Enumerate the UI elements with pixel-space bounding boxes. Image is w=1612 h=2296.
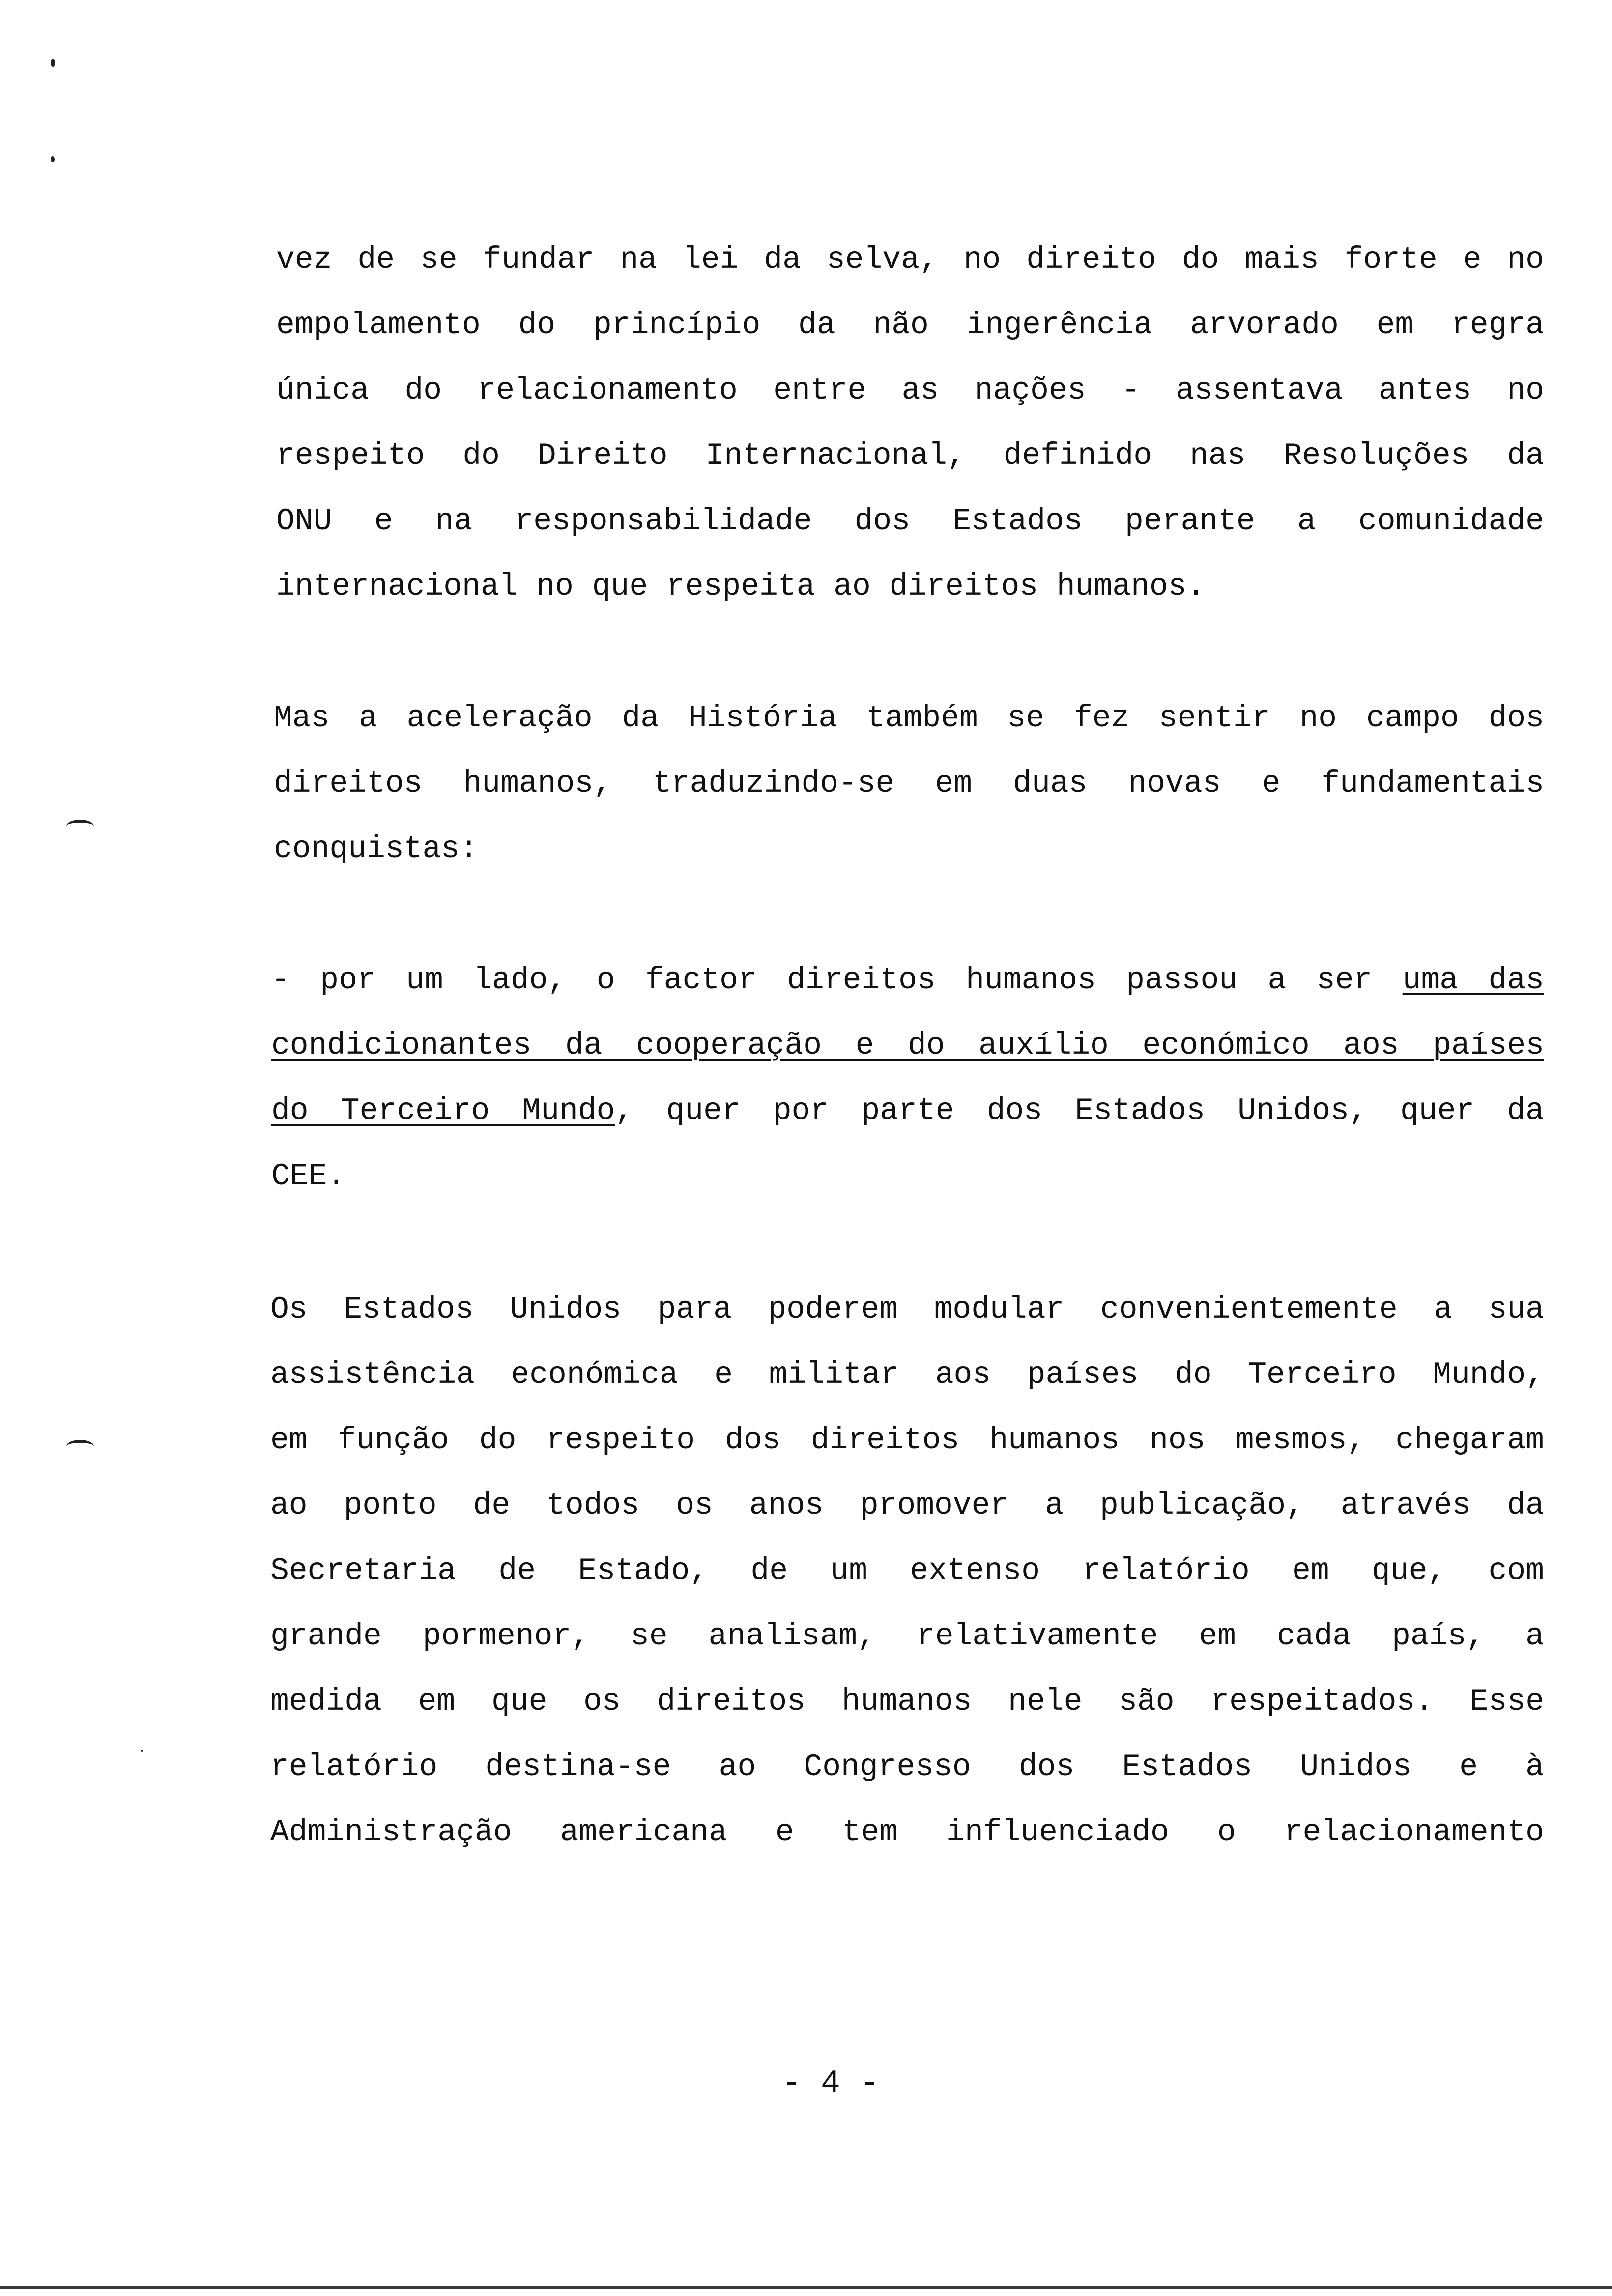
text-line: única do relacionamento entre as nações - assentava antes no — [276, 373, 1544, 408]
scan-speck — [51, 156, 55, 162]
text-line: ONU e na responsabilidade dos Estados perante a comunidade — [276, 504, 1544, 539]
paragraph-3 — [271, 947, 1544, 1209]
text-line: ao ponto de todos os anos promover a publicação, através da — [270, 1488, 1544, 1523]
text-run: CEE. — [271, 1159, 346, 1194]
text-line — [271, 1078, 1544, 1144]
scan-speck — [141, 1750, 143, 1752]
text-run: , quer por parte dos Estados Unidos, quer da — [615, 1093, 1544, 1128]
text-line: assistência económica e militar aos países do Terceiro Mundo, — [270, 1357, 1544, 1392]
text-line: internacional no que respeita ao direitos humanos. — [276, 569, 1206, 604]
text-line: em função do respeito dos direitos humanos nos mesmos, chegaram — [270, 1423, 1544, 1458]
text-line: conquistas: — [274, 832, 478, 866]
text-line: Secretaria de Estado, de um extenso relatório em que, com — [270, 1553, 1544, 1588]
text-line: Mas a aceleração da História também se fez sentir no campo dos — [274, 701, 1544, 736]
underlined-text: uma das — [1402, 963, 1544, 998]
paragraph-4 — [270, 1277, 1544, 1865]
text-line: vez de se fundar na lei da selva, no direito do mais forte e no — [276, 242, 1544, 277]
page-number: - 4 - — [781, 2065, 880, 2102]
paragraph-1 — [276, 227, 1544, 619]
scan-speck — [51, 59, 55, 67]
text-line: empolamento do princípio da não ingerência arvorado em regra — [276, 308, 1544, 343]
punch-hole-mark — [66, 1440, 94, 1453]
underlined-text: do Terceiro Mundo — [271, 1093, 615, 1128]
paragraph-2 — [274, 686, 1544, 882]
punch-hole-mark — [66, 820, 94, 832]
text-line: respeito do Direito Internacional, definido nas Resoluções da — [276, 438, 1544, 473]
text-line: Administração americana e tem influenciado o relacionamento — [270, 1815, 1544, 1850]
text-line: grande pormenor, se analisam, relativamente em cada país, a — [270, 1619, 1544, 1654]
text-line: medida em que os direitos humanos nele são respeitados. Esse — [270, 1684, 1544, 1719]
text-line: relatório destina-se ao Congresso dos Estados Unidos e à — [270, 1750, 1544, 1784]
text-line — [271, 947, 1544, 1013]
text-line — [271, 1013, 1544, 1078]
text-run: - por um lado, o factor direitos humanos passou a ser — [271, 963, 1403, 998]
text-line: direitos humanos, traduzindo-se em duas novas e fundamentais — [274, 766, 1544, 801]
page-bottom-edge — [0, 2286, 1612, 2289]
underlined-text: condicionantes da cooperação e do auxílio económico aos países — [271, 1028, 1544, 1063]
text-line — [271, 1144, 1544, 1209]
text-line: Os Estados Unidos para poderem modular convenientemente a sua — [270, 1292, 1544, 1327]
